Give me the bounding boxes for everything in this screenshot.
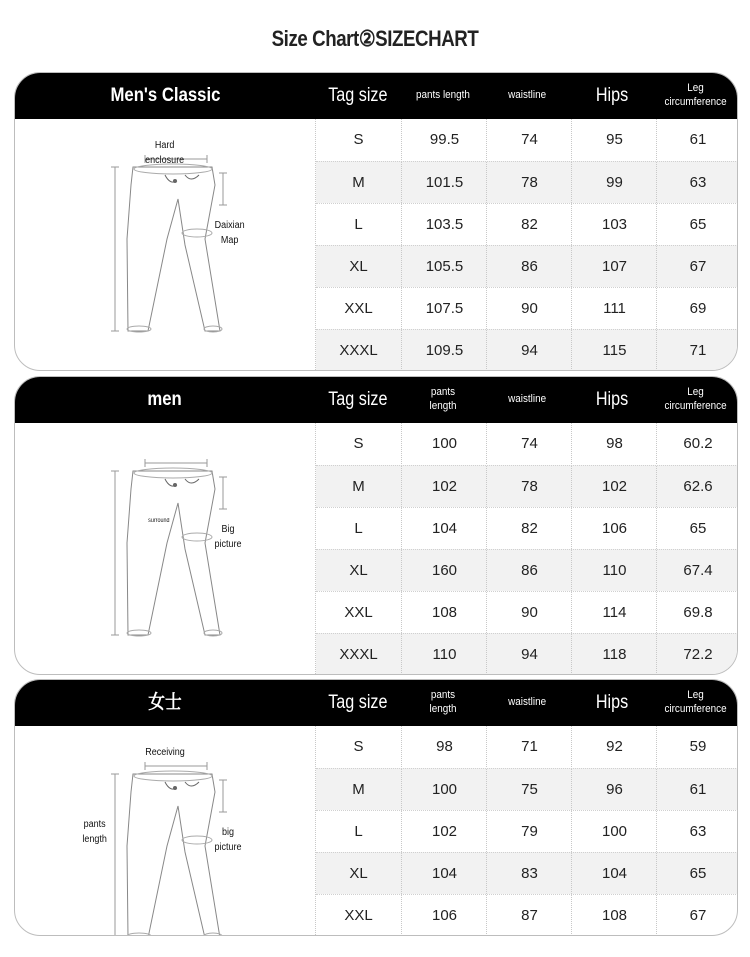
header-hips xyxy=(570,680,655,726)
cell-pants-length: 108 xyxy=(401,592,487,633)
figure-label-line: big xyxy=(221,827,235,838)
cell-hips: 114 xyxy=(571,592,657,633)
cell-pants-length: 107.5 xyxy=(401,288,487,329)
cell-hips: 100 xyxy=(571,811,657,852)
table-row xyxy=(316,329,738,371)
header-tag-size-text: Tag size xyxy=(327,692,388,714)
cell-size: XXL xyxy=(344,604,373,621)
cell-hips: 95 xyxy=(571,119,657,160)
header-pants-length xyxy=(400,377,485,423)
figure-label-line: Daixian xyxy=(214,220,245,231)
header-pants-length-text: pants xyxy=(430,386,455,399)
header-pants-length xyxy=(400,73,485,119)
cell-pants-length: 105.5 xyxy=(401,246,487,287)
header-tag-size xyxy=(315,680,400,726)
cell-pants-length: 100 xyxy=(401,769,487,810)
cell-size: M xyxy=(352,781,365,798)
table-body xyxy=(15,423,737,674)
cell-leg: 67 xyxy=(656,895,738,936)
cell-hips: 92 xyxy=(571,726,657,767)
section-title xyxy=(15,73,315,119)
cell-pants-length: 98 xyxy=(401,726,487,767)
pants-measurement-figure xyxy=(15,119,315,370)
figure-label-line: Big xyxy=(221,524,235,535)
header-tag-size-text: Tag size xyxy=(327,85,388,107)
size-table-card xyxy=(14,376,738,675)
figure-label-top xyxy=(145,139,184,168)
cell-leg: 69 xyxy=(656,288,738,329)
table-row xyxy=(316,161,738,203)
figure-label-inner: surround xyxy=(148,518,170,524)
header-waistline xyxy=(485,680,570,726)
cell-pants-length: 160 xyxy=(401,550,487,591)
table-row xyxy=(316,245,738,287)
figure-label-line: length xyxy=(82,833,107,845)
cell-waistline: 79 xyxy=(486,811,572,852)
header-leg-circumference-text: circumference xyxy=(664,703,728,715)
header-hips xyxy=(570,73,655,119)
cell-leg: 65 xyxy=(656,204,738,245)
cell-waistline: 78 xyxy=(486,466,572,507)
cell-waistline: 74 xyxy=(486,423,572,464)
table-row xyxy=(316,768,738,810)
header-tag-size-text: Tag size xyxy=(327,389,388,411)
cell-waistline: 94 xyxy=(486,330,572,371)
cell-leg: 59 xyxy=(656,726,738,767)
figure-label-line: picture xyxy=(214,841,242,853)
cell-size: S xyxy=(353,131,364,148)
cell-size: S xyxy=(353,738,364,755)
cell-waistline: 86 xyxy=(486,550,572,591)
size-grid xyxy=(315,119,738,370)
table-row xyxy=(316,549,738,591)
table-row xyxy=(316,726,738,767)
table-row xyxy=(316,423,738,464)
cell-leg: 71 xyxy=(656,330,738,371)
header-waistline-text: waistline xyxy=(508,393,547,406)
cell-pants-length: 102 xyxy=(401,466,487,507)
size-grid xyxy=(315,423,738,674)
figure-label-right xyxy=(215,219,245,248)
header-pants-length-text: pants length xyxy=(415,89,470,102)
pants-diagram-icon xyxy=(15,423,315,669)
section-title-text: 女士 xyxy=(148,692,182,714)
cell-pants-length: 99.5 xyxy=(401,119,487,160)
cell-leg: 67.4 xyxy=(656,550,738,591)
section-title-text: men xyxy=(147,389,183,411)
cell-waistline: 90 xyxy=(486,592,572,633)
header-leg-circumference xyxy=(655,680,737,726)
cell-hips: 96 xyxy=(571,769,657,810)
cell-leg: 60.2 xyxy=(656,423,738,464)
cell-hips: 102 xyxy=(571,466,657,507)
cell-leg: 67 xyxy=(656,246,738,287)
cell-pants-length: 110 xyxy=(401,634,487,675)
header-pants-length-text: length xyxy=(428,400,456,412)
cell-waistline: 87 xyxy=(486,895,572,936)
cell-waistline: 82 xyxy=(486,508,572,549)
cell-leg: 65 xyxy=(656,853,738,894)
cell-waistline: 71 xyxy=(486,726,572,767)
pants-measurement-figure xyxy=(15,423,315,674)
cell-leg: 65 xyxy=(656,508,738,549)
cell-pants-length: 102 xyxy=(401,811,487,852)
table-row xyxy=(316,465,738,507)
header-tag-size xyxy=(315,377,400,423)
cell-hips: 99 xyxy=(571,162,657,203)
cell-pants-length: 104 xyxy=(401,508,487,549)
header-waistline-text: waistline xyxy=(508,89,547,102)
cell-size: L xyxy=(354,823,363,840)
header-tag-size xyxy=(315,73,400,119)
cell-waistline: 78 xyxy=(486,162,572,203)
header-hips xyxy=(570,377,655,423)
pants-measurement-figure xyxy=(15,726,315,935)
cell-hips: 107 xyxy=(571,246,657,287)
figure-label-line: Hard xyxy=(154,140,175,151)
figure-label-line: Map xyxy=(220,234,239,246)
header-hips-text: Hips xyxy=(596,389,629,411)
cell-pants-length: 100 xyxy=(401,423,487,464)
cell-leg: 72.2 xyxy=(656,634,738,675)
cell-hips: 103 xyxy=(571,204,657,245)
page-title: Size Chart②SIZECHART xyxy=(271,26,479,51)
cell-size: XXXL xyxy=(339,342,378,359)
cell-hips: 108 xyxy=(571,895,657,936)
header-leg-circumference-text: Leg xyxy=(687,386,705,399)
cell-hips: 110 xyxy=(571,550,657,591)
cell-leg: 62.6 xyxy=(656,466,738,507)
figure-label-right xyxy=(215,523,242,552)
cell-hips: 98 xyxy=(571,423,657,464)
header-pants-length-text: length xyxy=(428,703,456,715)
figure-label-line: Receiving xyxy=(145,747,185,758)
cell-waistline: 82 xyxy=(486,204,572,245)
table-row xyxy=(316,894,738,936)
header-waistline xyxy=(485,377,570,423)
cell-leg: 61 xyxy=(656,119,738,160)
header-pants-length xyxy=(400,680,485,726)
cell-size: L xyxy=(354,216,363,233)
cell-leg: 69.8 xyxy=(656,592,738,633)
cell-hips: 106 xyxy=(571,508,657,549)
header-leg-circumference xyxy=(655,73,737,119)
header-hips-text: Hips xyxy=(596,85,629,107)
cell-waistline: 75 xyxy=(486,769,572,810)
cell-pants-length: 106 xyxy=(401,895,487,936)
cell-size: M xyxy=(352,174,365,191)
size-table-card xyxy=(14,72,738,371)
table-row xyxy=(316,852,738,894)
header-hips-text: Hips xyxy=(596,692,629,714)
cell-size: XXL xyxy=(344,300,373,317)
cell-pants-length: 109.5 xyxy=(401,330,487,371)
table-row xyxy=(316,810,738,852)
cell-size: XXL xyxy=(344,907,373,924)
cell-pants-length: 104 xyxy=(401,853,487,894)
cell-size: XXXL xyxy=(339,646,378,663)
cell-pants-length: 103.5 xyxy=(401,204,487,245)
cell-hips: 104 xyxy=(571,853,657,894)
cell-size: XL xyxy=(349,258,368,275)
figure-label-top xyxy=(145,746,185,761)
section-title-text: Men's Classic xyxy=(110,85,220,107)
section-title xyxy=(15,680,315,726)
header-waistline xyxy=(485,73,570,119)
cell-waistline: 90 xyxy=(486,288,572,329)
cell-size: M xyxy=(352,478,365,495)
cell-hips: 115 xyxy=(571,330,657,371)
header-leg-circumference-text: Leg xyxy=(687,82,705,95)
header-waistline-text: waistline xyxy=(508,696,547,709)
table-row xyxy=(316,203,738,245)
table-row xyxy=(316,633,738,675)
cell-leg: 61 xyxy=(656,769,738,810)
size-grid xyxy=(315,726,738,935)
cell-size: XL xyxy=(349,865,368,882)
cell-waistline: 86 xyxy=(486,246,572,287)
table-header xyxy=(15,680,737,726)
table-row xyxy=(316,119,738,160)
table-header xyxy=(15,377,737,423)
header-leg-circumference-text: circumference xyxy=(664,96,728,108)
figure-label-left xyxy=(82,818,107,847)
cell-size: XL xyxy=(349,562,368,579)
table-header xyxy=(15,73,737,119)
table-row xyxy=(316,287,738,329)
cell-leg: 63 xyxy=(656,162,738,203)
cell-size: S xyxy=(353,435,364,452)
figure-label-line: enclosure xyxy=(145,154,185,166)
header-leg-circumference-text: circumference xyxy=(664,400,728,412)
cell-size: L xyxy=(354,520,363,537)
cell-waistline: 74 xyxy=(486,119,572,160)
table-row xyxy=(316,591,738,633)
header-leg-circumference xyxy=(655,377,737,423)
figure-label-right xyxy=(215,826,242,855)
section-title xyxy=(15,377,315,423)
cell-leg: 63 xyxy=(656,811,738,852)
header-pants-length-text: pants xyxy=(430,689,455,702)
cell-waistline: 83 xyxy=(486,853,572,894)
table-row xyxy=(316,507,738,549)
cell-hips: 118 xyxy=(571,634,657,675)
table-body xyxy=(15,119,737,370)
figure-label-line: picture xyxy=(214,538,242,550)
figure-label-line: pants xyxy=(83,819,106,830)
cell-pants-length: 101.5 xyxy=(401,162,487,203)
cell-hips: 111 xyxy=(571,288,657,329)
size-table-card xyxy=(14,679,738,936)
table-body xyxy=(15,726,737,935)
header-leg-circumference-text: Leg xyxy=(687,689,705,702)
cell-waistline: 94 xyxy=(486,634,572,675)
